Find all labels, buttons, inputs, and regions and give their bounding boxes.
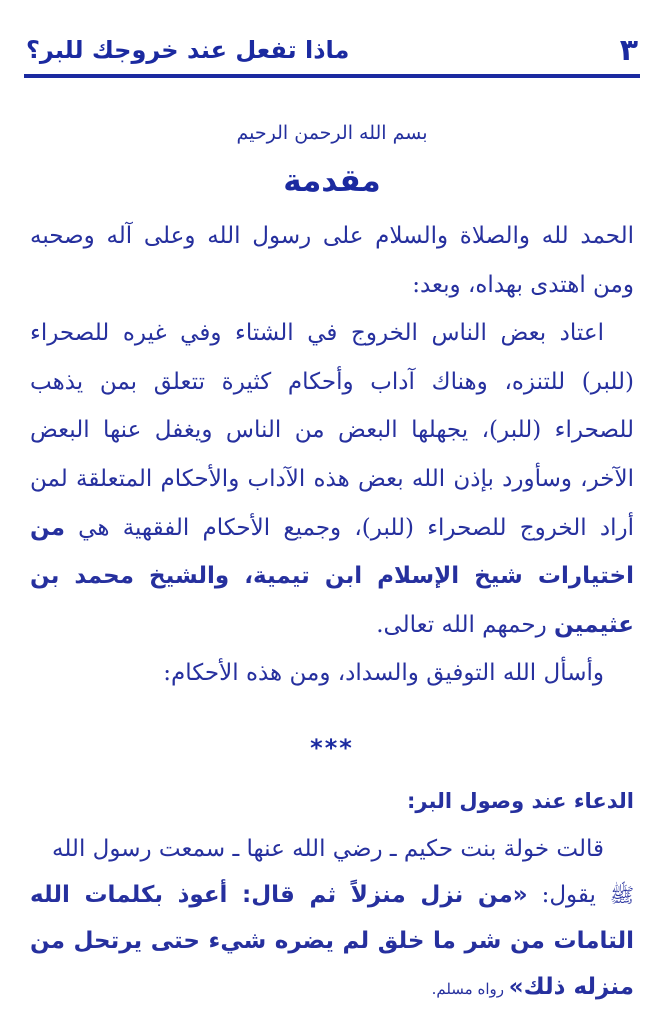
hadith-source: رواه مسلم. xyxy=(431,980,509,998)
intro-paragraph-2 xyxy=(30,309,634,649)
arrival-supplication-section xyxy=(30,778,634,1012)
section-paragraph-1: قالت خولة بنت حكيم ـ رضي الله عنها ـ سمعت رسول الله xyxy=(51,836,604,862)
page-header xyxy=(26,28,638,72)
intro-paragraph-3: وأسأل الله التوفيق والسداد، ومن هذه الأحكام: xyxy=(163,660,604,687)
running-title: ماذا تفعل عند خروجك للبر؟ xyxy=(26,36,350,64)
intro-paragraph-2-end: رحمهم الله تعالى. xyxy=(376,611,554,638)
section-heading: الدعاء عند وصول البر: xyxy=(406,789,634,813)
basmala: بسم الله الرحمن الرحيم xyxy=(236,122,428,144)
introduction-heading: مقدمة xyxy=(283,163,381,199)
salutation-glyph: ﷺ xyxy=(609,883,635,907)
page-number: ٣ xyxy=(619,32,638,68)
section-separator: *** xyxy=(310,734,354,762)
hadith-quote: «من نزل منزلاً ثم قال: أعوذ بكلمات الله التامات من شر ما خلق لم يضره شيء حتى يرتحل من منزله ذلك» xyxy=(30,882,634,1000)
section-paragraph-2 xyxy=(30,872,634,1012)
introduction-body xyxy=(30,212,634,698)
intro-paragraph-2-text: اعتاد بعض الناس الخروج في الشتاء وفي غيره للصحراء (للبر) للتنزه، وهناك آداب وأحكام كثيرة تتعلق بمن يذهب للصحراء (للبر)، يجهلها البعض من الناس ويغفل عنها البعض الآخر، وسأورد بإذن الله بعض هذه الآداب والأحكام المتعلقة لمن أراد الخروج للصحراء (للبر)، وجميع الأحكام الفقهية هي xyxy=(30,320,634,541)
section-paragraph-2-text: يقول: xyxy=(527,882,610,908)
intro-paragraph-2-emphasis: من اختيارات شيخ الإسلام ابن تيمية، والشيخ محمد بن عثيمين xyxy=(30,514,634,638)
intro-paragraph-1: الحمد لله والصلاة والسلام على رسول الله وعلى آله وصحبه ومن اهتدى بهداه، وبعد: xyxy=(30,223,634,298)
header-rule xyxy=(24,74,640,78)
